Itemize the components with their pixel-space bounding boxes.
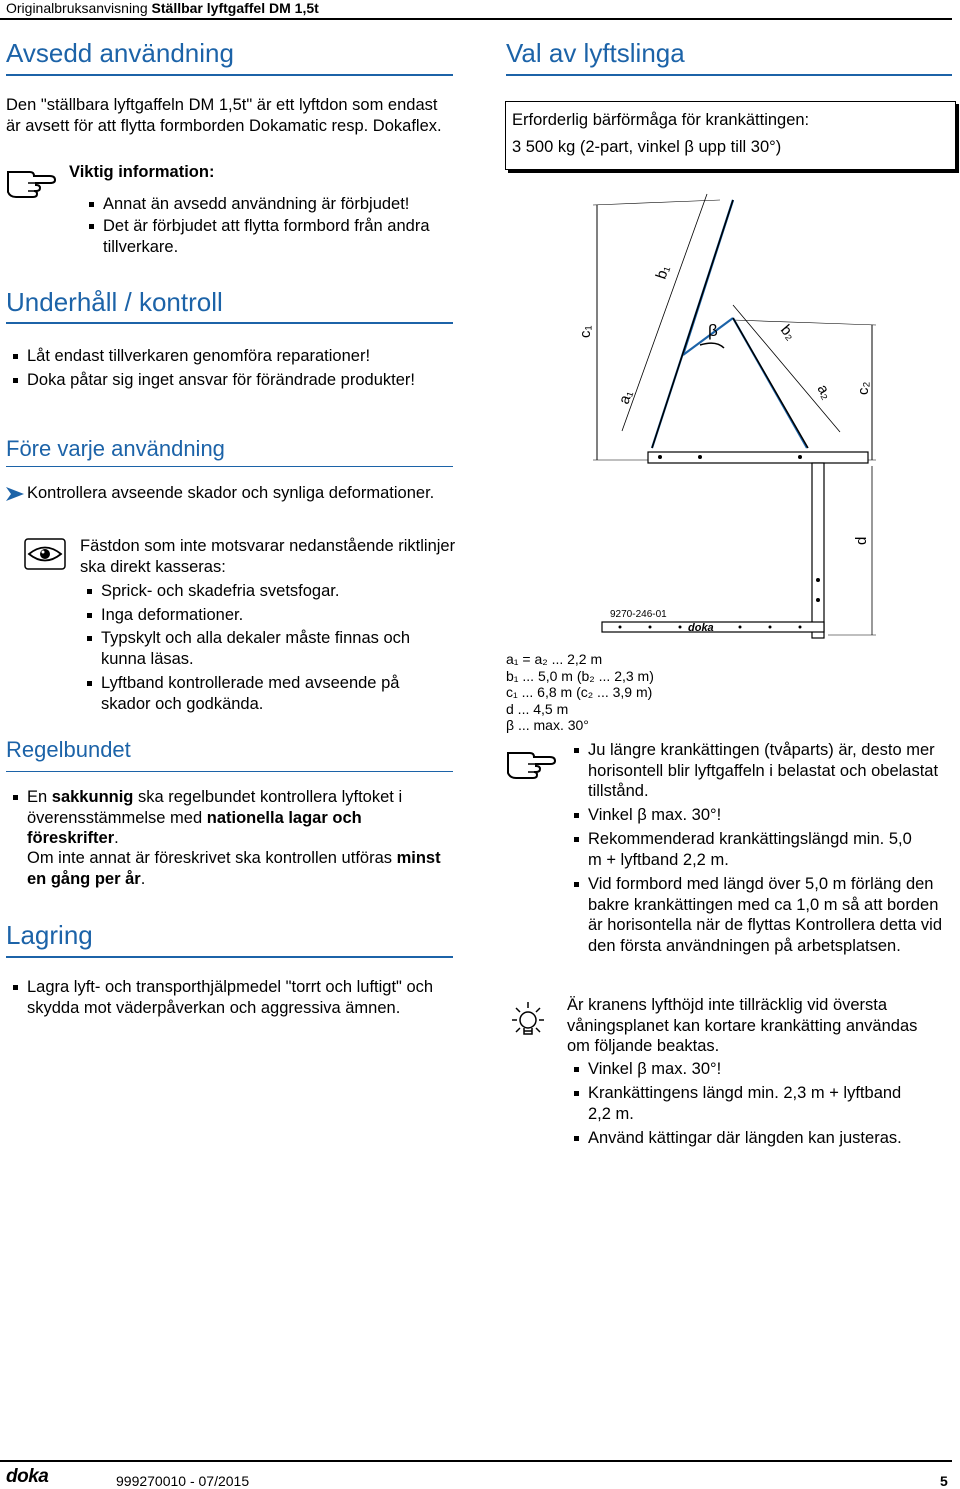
label-b2: b₂ bbox=[776, 321, 800, 344]
lifting-fork-diagram bbox=[575, 185, 885, 645]
fork-brand-label: doka bbox=[688, 622, 714, 634]
list-item: Sprick- och skadefria svetsfogar. bbox=[101, 581, 451, 602]
heading-rule bbox=[6, 322, 453, 324]
capacity-line-2: 3 500 kg (2-part, vinkel β upp till 30°) bbox=[512, 138, 782, 156]
label-b1: b₁ bbox=[652, 263, 673, 282]
dimension-list bbox=[506, 651, 654, 734]
storage-text: Lagra lyft- och transporthjälpmedel "torrt och luftigt" och skydda mot väderpåverkan och aggressiva ämnen. bbox=[27, 977, 453, 1018]
label-c1: c₁ bbox=[577, 325, 594, 338]
capacity-line-1: Erforderlig bärförmåga för krankättingen: bbox=[512, 111, 810, 129]
list-item: Ju längre krankättingen (tvåparts) är, desto mer horisontell blir lyftgaffeln i belastat och obelastat tillstånd. bbox=[588, 740, 950, 802]
heading-rule bbox=[6, 956, 453, 958]
list-item: Använd kättingar där längden kan justeras. bbox=[588, 1128, 950, 1149]
heading-intended-use: Avsedd användning bbox=[6, 38, 234, 68]
dimension-item: c₁ ... 6,8 m (c₂ ... 3,9 m) bbox=[506, 684, 653, 700]
heading-regular: Regelbundet bbox=[6, 737, 131, 762]
heading-rule bbox=[506, 74, 952, 76]
heading-rule bbox=[6, 771, 453, 772]
intended-use-text: Den "ställbara lyftgaffeln DM 1,5t" är ett lyftdon som endast är avsett för att flytta formborden Dokamatic resp. Dokaflex. bbox=[6, 96, 442, 135]
dimension-item: a₁ = a₂ ... 2,2 m bbox=[506, 651, 603, 667]
text-span: ska regelbundet kontrollera lyftoket i överensstämmelse med bbox=[27, 788, 403, 827]
dimension-item: b₁ ... 5,0 m (b₂ ... 2,3 m) bbox=[506, 667, 654, 684]
text-span: sakkunnig bbox=[51, 788, 134, 806]
text-span: nationella lagar och föreskrifter bbox=[27, 808, 362, 847]
lightbulb-icon bbox=[506, 1000, 550, 1044]
list-item: Det är förbjudet att flytta formbord från andra tillverkare. bbox=[103, 216, 453, 257]
text-span: minst en gång per år bbox=[27, 849, 441, 888]
step-text: Kontrollera avseende skador och synliga deformationer. bbox=[27, 484, 435, 502]
running-header bbox=[6, 0, 319, 16]
list-item: Vinkel β max. 30°! bbox=[588, 1059, 928, 1080]
text-span: . bbox=[114, 829, 119, 847]
list-item: Lyftband kontrollerade med avseende på skador och godkända. bbox=[101, 673, 441, 714]
pointing-hand-icon bbox=[506, 745, 558, 779]
dimension-item: β ... max. 30° bbox=[506, 717, 589, 733]
footer-rule bbox=[0, 1460, 952, 1462]
header-title: Ställbar lyftgaffel DM 1,5t bbox=[151, 0, 319, 16]
label-a1: a₁ bbox=[615, 388, 636, 407]
list-item: Rekommenderad krankättingslängd min. 5,0 m + lyftband 2,2 m. bbox=[588, 829, 918, 870]
arrow-icon bbox=[6, 487, 24, 501]
list-item: Vinkel β max. 30°! bbox=[588, 805, 950, 826]
text-span: Om inte annat är föreskrivet ska kontrollen utföras bbox=[27, 849, 397, 867]
heading-rule bbox=[6, 466, 453, 467]
label-a2: a₂ bbox=[813, 381, 836, 403]
list-item: Doka påtar sig inget ansvar för förändrade produkter! bbox=[27, 370, 453, 391]
heading-sling-selection: Val av lyftslinga bbox=[506, 38, 685, 68]
label-c2: c₂ bbox=[855, 381, 872, 395]
dimension-item: d ... 4,5 m bbox=[506, 700, 569, 717]
list-item: Annat än avsedd användning är förbjudet! bbox=[103, 194, 453, 215]
pointing-hand-icon bbox=[6, 164, 58, 198]
header-rule bbox=[0, 18, 952, 20]
list-item: Typskylt och alla dekaler måste finnas och kunna läsas. bbox=[101, 628, 453, 669]
eye-note-text: Fästdon som inte motsvarar nedanstående riktlinjer ska direkt kasseras: bbox=[80, 537, 456, 576]
note-title: Viktig information: bbox=[69, 163, 215, 181]
header-doc-type: Originalbruksanvisning bbox=[6, 0, 148, 16]
text-span: En bbox=[27, 788, 52, 806]
regular-paragraph-2 bbox=[27, 848, 453, 889]
text-span: . bbox=[140, 869, 146, 888]
heading-maintenance: Underhåll / kontroll bbox=[6, 287, 223, 317]
list-item: Inga deformationer. bbox=[101, 605, 451, 626]
footer-logo: doka bbox=[6, 1466, 49, 1487]
footer-doc-number: 999270010 - 07/2015 bbox=[116, 1473, 250, 1489]
regular-paragraph-1 bbox=[27, 787, 453, 849]
eye-icon bbox=[24, 538, 66, 570]
capacity-box bbox=[505, 101, 956, 170]
heading-before-use: Före varje användning bbox=[6, 436, 225, 461]
list-item: Låt endast tillverkaren genomföra reparationer! bbox=[27, 346, 453, 367]
tip-text: Är kranens lyfthöjd inte tillräcklig vid översta våningsplanet kan kortare krankätting användas om följande beaktas. bbox=[567, 996, 918, 1055]
label-part-number: 9270-246-01 bbox=[610, 609, 667, 620]
list-item: Vid formbord med längd över 5,0 m förläng den bakre krankättingen med ca 1,0 m så att borden är horisontella när de flyttas Kontrollera detta vid den första användningen på arbetsplatsen. bbox=[588, 874, 950, 956]
list-item: Krankättingens längd min. 2,3 m + lyftband 2,2 m. bbox=[588, 1083, 928, 1124]
label-beta: β bbox=[708, 321, 718, 340]
label-d: d bbox=[853, 536, 870, 545]
heading-storage: Lagring bbox=[6, 920, 93, 950]
page-number: 5 bbox=[940, 1473, 948, 1489]
heading-rule bbox=[6, 74, 453, 76]
